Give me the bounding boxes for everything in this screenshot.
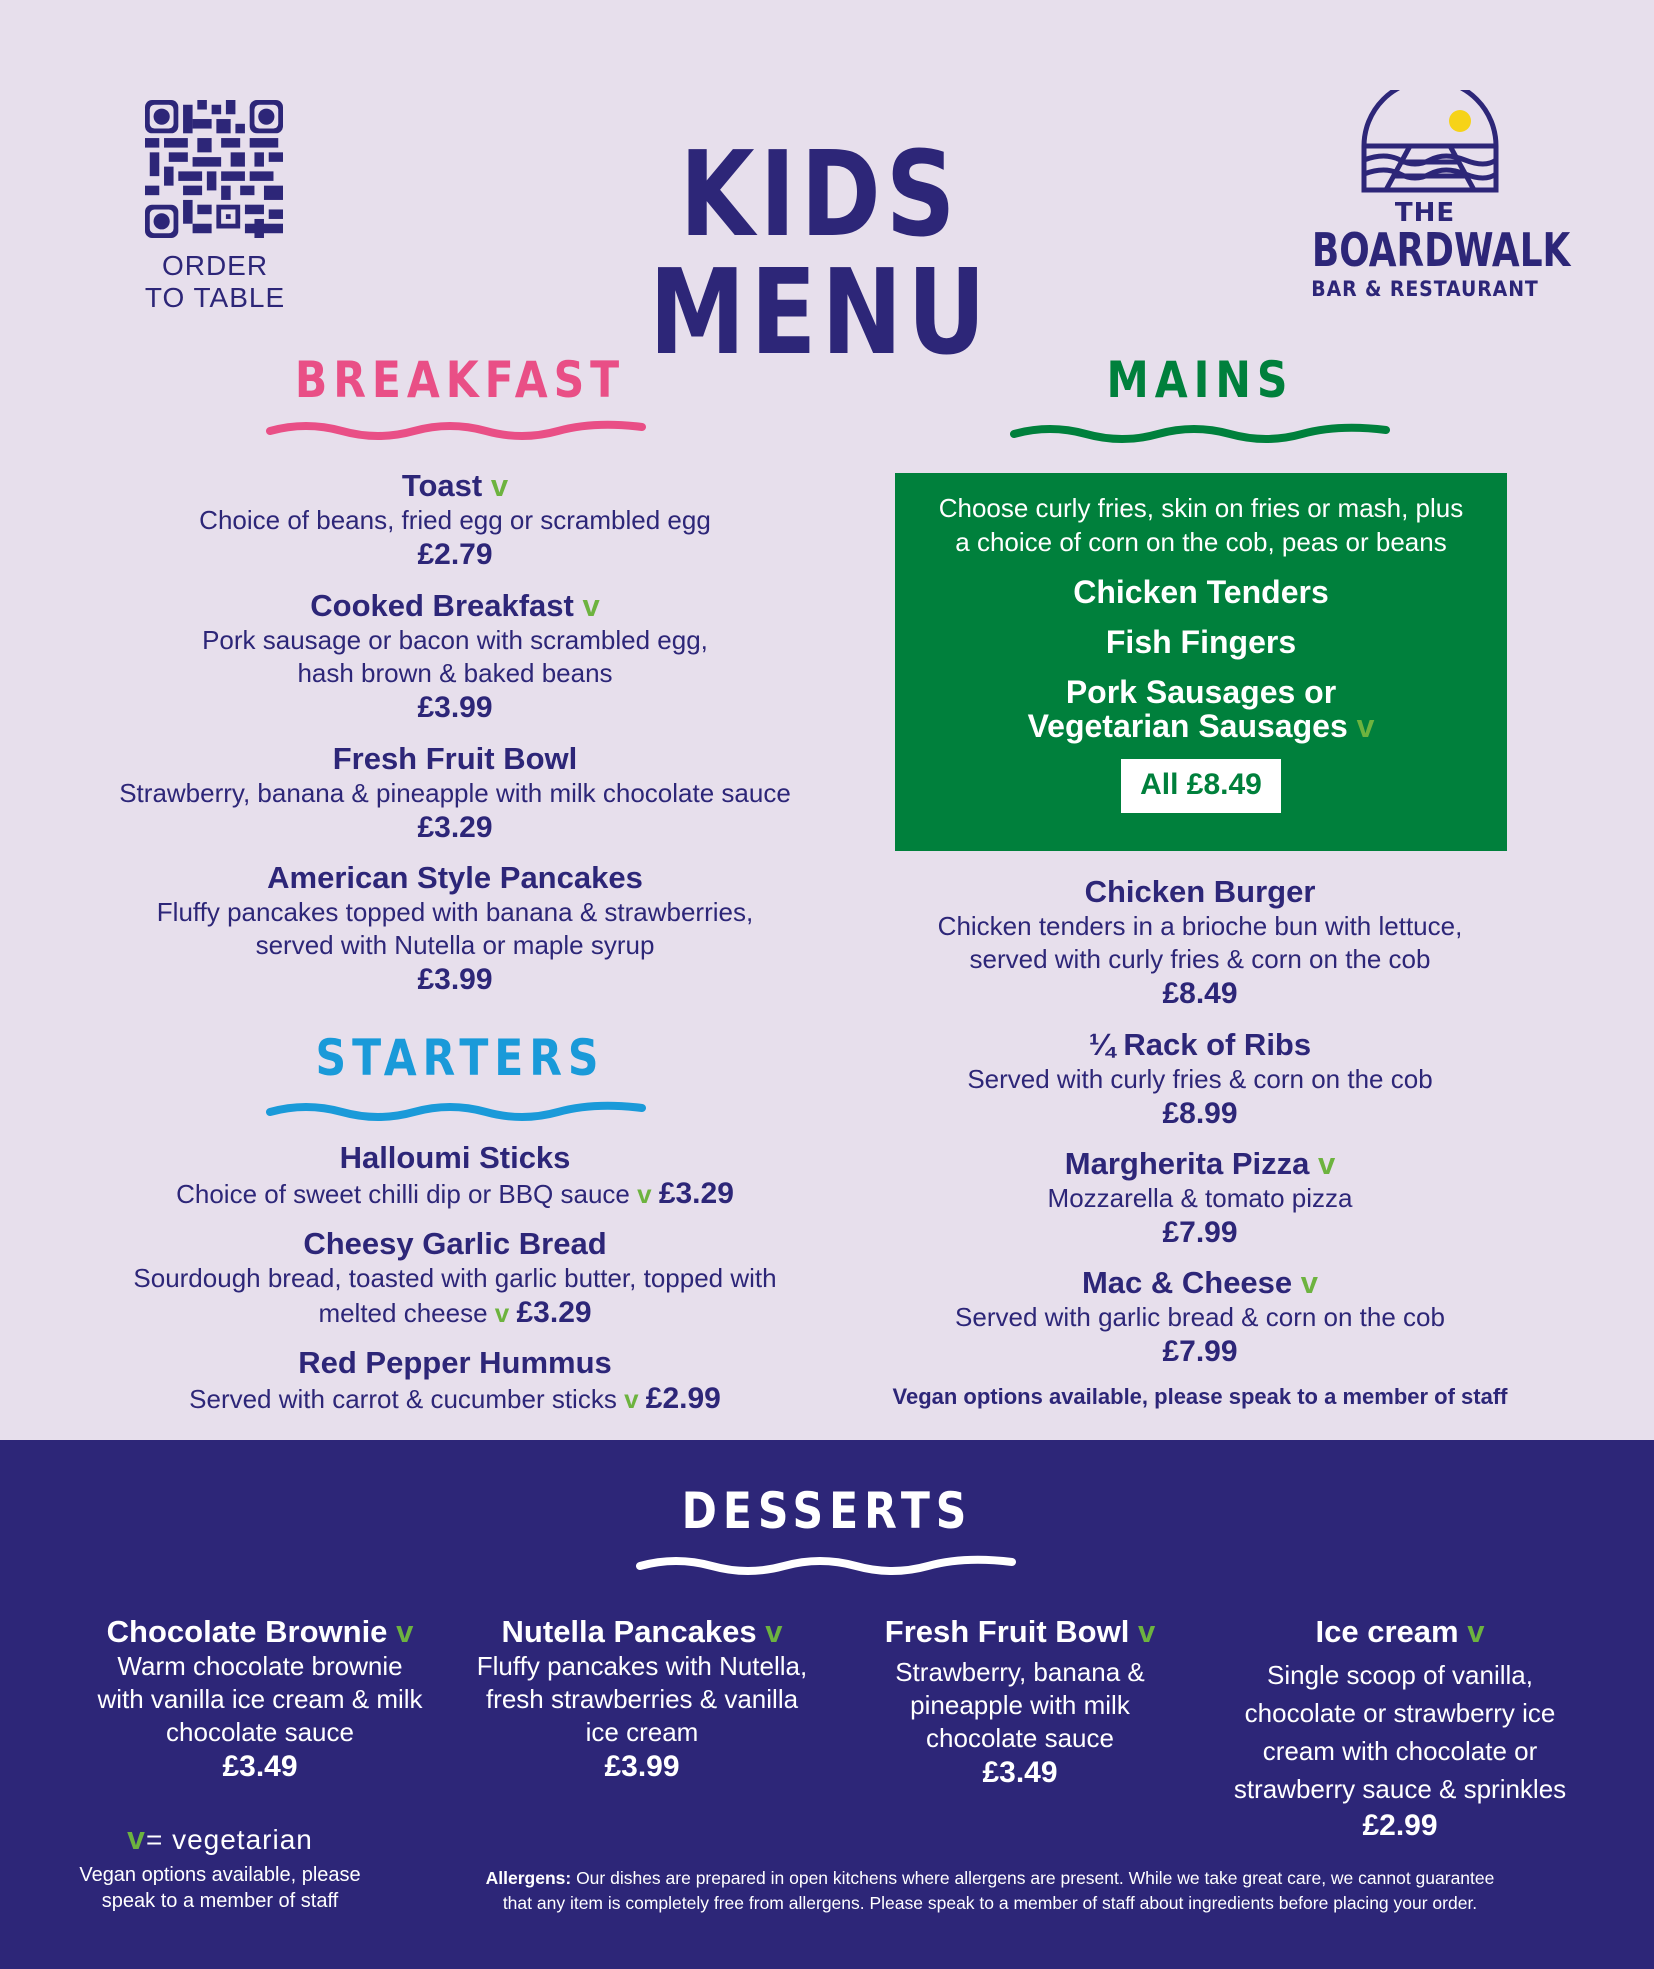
vegetarian-mark: v <box>1318 1146 1336 1181</box>
item-price: £2.99 <box>1362 1809 1438 1842</box>
combo-item: Vegetarian Sausages <box>1027 708 1348 744</box>
item-desc: Mozzarella & tomato pizza <box>1047 1183 1353 1213</box>
starters-heading: STARTERS <box>315 1029 605 1087</box>
item-name: Mac & Cheese <box>1081 1265 1293 1300</box>
item-desc: Choice of sweet chilli dip or BBQ sauce <box>176 1179 630 1209</box>
item-price: £3.29 <box>417 811 493 844</box>
breakfast-item-toast <box>80 468 830 573</box>
vegetarian-mark: v <box>490 468 509 503</box>
vegetarian-mark: v <box>1467 1614 1485 1649</box>
page-title: KIDS MENU <box>649 125 991 381</box>
item-desc: fresh strawberries & vanilla <box>485 1684 799 1714</box>
combo-item: Chicken Tenders <box>1073 574 1329 610</box>
item-price: £8.99 <box>1162 1097 1238 1130</box>
logo-subtitle: BAR & RESTAURANT <box>1311 277 1539 301</box>
breakfast-item-fresh-fruit-bowl <box>80 741 830 846</box>
item-desc: ice cream <box>585 1717 699 1747</box>
item-desc: Chicken tenders in a brioche bun with lettuce, <box>937 911 1463 941</box>
item-name: Fresh Fruit Bowl <box>332 741 578 776</box>
item-name: Chocolate Brownie <box>106 1614 388 1649</box>
mains-vegan-note: Vegan options available, please speak to a member of staff <box>892 1384 1508 1409</box>
item-name: Halloumi Sticks <box>339 1140 571 1175</box>
item-desc: chocolate sauce <box>926 1723 1114 1753</box>
item-name: Red Pepper Hummus <box>298 1345 612 1380</box>
breakfast-item-cooked-breakfast <box>80 588 830 726</box>
item-name: Fresh Fruit Bowl <box>884 1614 1130 1649</box>
item-name: Toast <box>401 468 483 503</box>
qr-caption-line1: ORDER <box>161 250 269 281</box>
main-item-chicken-burger <box>870 874 1530 1012</box>
item-name: ¼ Rack of Ribs <box>1088 1027 1312 1062</box>
item-price: £8.49 <box>1162 977 1238 1010</box>
dessert-item-ice-cream <box>1210 1614 1590 1844</box>
item-desc: Single scoop of vanilla, <box>1267 1660 1533 1690</box>
main-item-rack-of-ribs <box>870 1027 1530 1132</box>
item-name: Cooked Breakfast <box>310 588 574 623</box>
allergens-label: Allergens: <box>485 1868 572 1888</box>
vegetarian-mark: v <box>765 1614 783 1649</box>
item-desc: strawberry sauce & sprinkles <box>1233 1774 1567 1804</box>
allergens-text: Our dishes are prepared in open kitchens where allergens are present. While we take great care, we cannot guarantee <box>571 1868 1495 1888</box>
vegetarian-legend <box>70 1820 370 1857</box>
footer-vegan-note <box>70 1862 370 1914</box>
qr-caption-line2: TO TABLE <box>144 282 286 313</box>
item-desc: Pork sausage or bacon with scrambled egg, <box>202 625 708 655</box>
vegetarian-mark: v <box>624 1384 639 1414</box>
item-price: £3.29 <box>658 1177 734 1210</box>
item-desc: Fluffy pancakes topped with banana & strawberries, <box>156 897 754 927</box>
vegan-note-line: Vegan options available, please <box>79 1864 361 1886</box>
item-price: £2.99 <box>645 1382 721 1415</box>
item-desc: Strawberry, banana & <box>895 1657 1145 1687</box>
main-item-margherita-pizza <box>870 1146 1530 1251</box>
item-name: Nutella Pancakes <box>501 1614 757 1649</box>
main-item-mac-and-cheese <box>870 1265 1530 1370</box>
item-desc: Served with garlic bread & corn on the cob <box>955 1302 1445 1332</box>
vegetarian-mark: v <box>127 1820 146 1856</box>
logo-the: THE <box>1394 198 1456 228</box>
dessert-item-chocolate-brownie <box>80 1614 440 1785</box>
item-desc: Strawberry, banana & pineapple with milk chocolate sauce <box>119 778 791 808</box>
item-desc: with vanilla ice cream & milk <box>97 1684 423 1714</box>
breakfast-heading: BREAKFAST <box>294 351 626 409</box>
item-name: Cheesy Garlic Bread <box>303 1226 607 1261</box>
item-name: American Style Pancakes <box>267 860 643 895</box>
vegetarian-mark: v <box>494 1298 510 1328</box>
dessert-item-nutella-pancakes <box>462 1614 822 1785</box>
vegetarian-mark: v <box>1300 1265 1319 1300</box>
wave-divider-icon <box>1010 420 1390 448</box>
vegetarian-mark: v <box>637 1179 652 1209</box>
item-desc: chocolate or strawberry ice <box>1244 1698 1556 1728</box>
item-desc: pineapple with milk <box>910 1690 1130 1720</box>
starter-item-halloumi-sticks <box>80 1140 830 1212</box>
item-price: £7.99 <box>1162 1216 1238 1249</box>
allergens-text: that any item is completely free from allergens. Please speak to a member of staff about ingredients before placing your order. <box>502 1893 1478 1913</box>
wave-divider-icon <box>636 1552 1016 1580</box>
qr-caption <box>130 250 300 314</box>
vegetarian-mark: v <box>582 588 600 623</box>
starter-item-cheesy-garlic-bread <box>80 1226 830 1331</box>
item-price: £7.99 <box>1162 1335 1238 1368</box>
item-desc: served with Nutella or maple syrup <box>255 930 655 960</box>
desserts-heading: DESSERTS <box>681 1482 973 1540</box>
item-desc: Choice of beans, fried egg or scrambled egg <box>199 505 711 535</box>
qr-code-icon[interactable] <box>144 100 284 238</box>
item-desc: served with curly fries & corn on the cob <box>969 944 1431 974</box>
item-desc: cream with chocolate or <box>1262 1736 1538 1766</box>
item-desc: melted cheese <box>318 1298 488 1328</box>
item-name: Margherita Pizza <box>1064 1146 1310 1181</box>
vegetarian-mark: v <box>396 1614 414 1649</box>
vegetarian-mark: v <box>1356 708 1375 744</box>
vegetarian-mark: v <box>1137 1614 1156 1649</box>
item-desc: chocolate sauce <box>166 1717 354 1747</box>
item-name: Chicken Burger <box>1084 874 1316 909</box>
mains-combo-box <box>895 473 1507 851</box>
item-desc: Served with carrot & cucumber sticks <box>189 1384 617 1414</box>
mains-heading: MAINS <box>1106 351 1294 409</box>
item-price: £3.29 <box>516 1296 592 1329</box>
legend-text: = vegetarian <box>145 1824 313 1855</box>
combo-item: Pork Sausages or <box>1065 674 1337 710</box>
dessert-item-fresh-fruit-bowl <box>860 1614 1180 1791</box>
combo-item: Fish Fingers <box>1105 624 1297 660</box>
breakfast-item-american-pancakes <box>80 860 830 998</box>
combo-intro: a choice of corn on the cob, peas or beans <box>955 527 1447 557</box>
item-price: £3.49 <box>222 1750 298 1783</box>
combo-price-badge: All £8.49 <box>1121 759 1281 813</box>
combo-intro: Choose curly fries, skin on fries or mash, plus <box>938 493 1464 523</box>
item-price: £2.79 <box>417 538 493 571</box>
wave-divider-icon <box>266 1098 646 1126</box>
item-name: Ice cream <box>1315 1614 1459 1649</box>
item-price: £3.99 <box>604 1750 680 1783</box>
item-desc: Warm chocolate brownie <box>117 1651 403 1681</box>
item-desc: Served with curly fries & corn on the cob <box>967 1064 1433 1094</box>
allergens-notice <box>420 1866 1560 1916</box>
item-price: £3.99 <box>417 963 493 996</box>
vegan-note-line: speak to a member of staff <box>101 1890 339 1912</box>
item-price: £3.99 <box>417 691 493 724</box>
item-desc: Fluffy pancakes with Nutella, <box>476 1651 808 1681</box>
wave-divider-icon <box>266 417 646 445</box>
starter-item-red-pepper-hummus <box>80 1345 830 1417</box>
item-desc: Sourdough bread, toasted with garlic butter, topped with <box>133 1263 777 1293</box>
logo-name: BOARDWALK <box>1311 223 1571 277</box>
item-desc: hash brown & baked beans <box>297 658 613 688</box>
item-price: £3.49 <box>982 1756 1058 1789</box>
